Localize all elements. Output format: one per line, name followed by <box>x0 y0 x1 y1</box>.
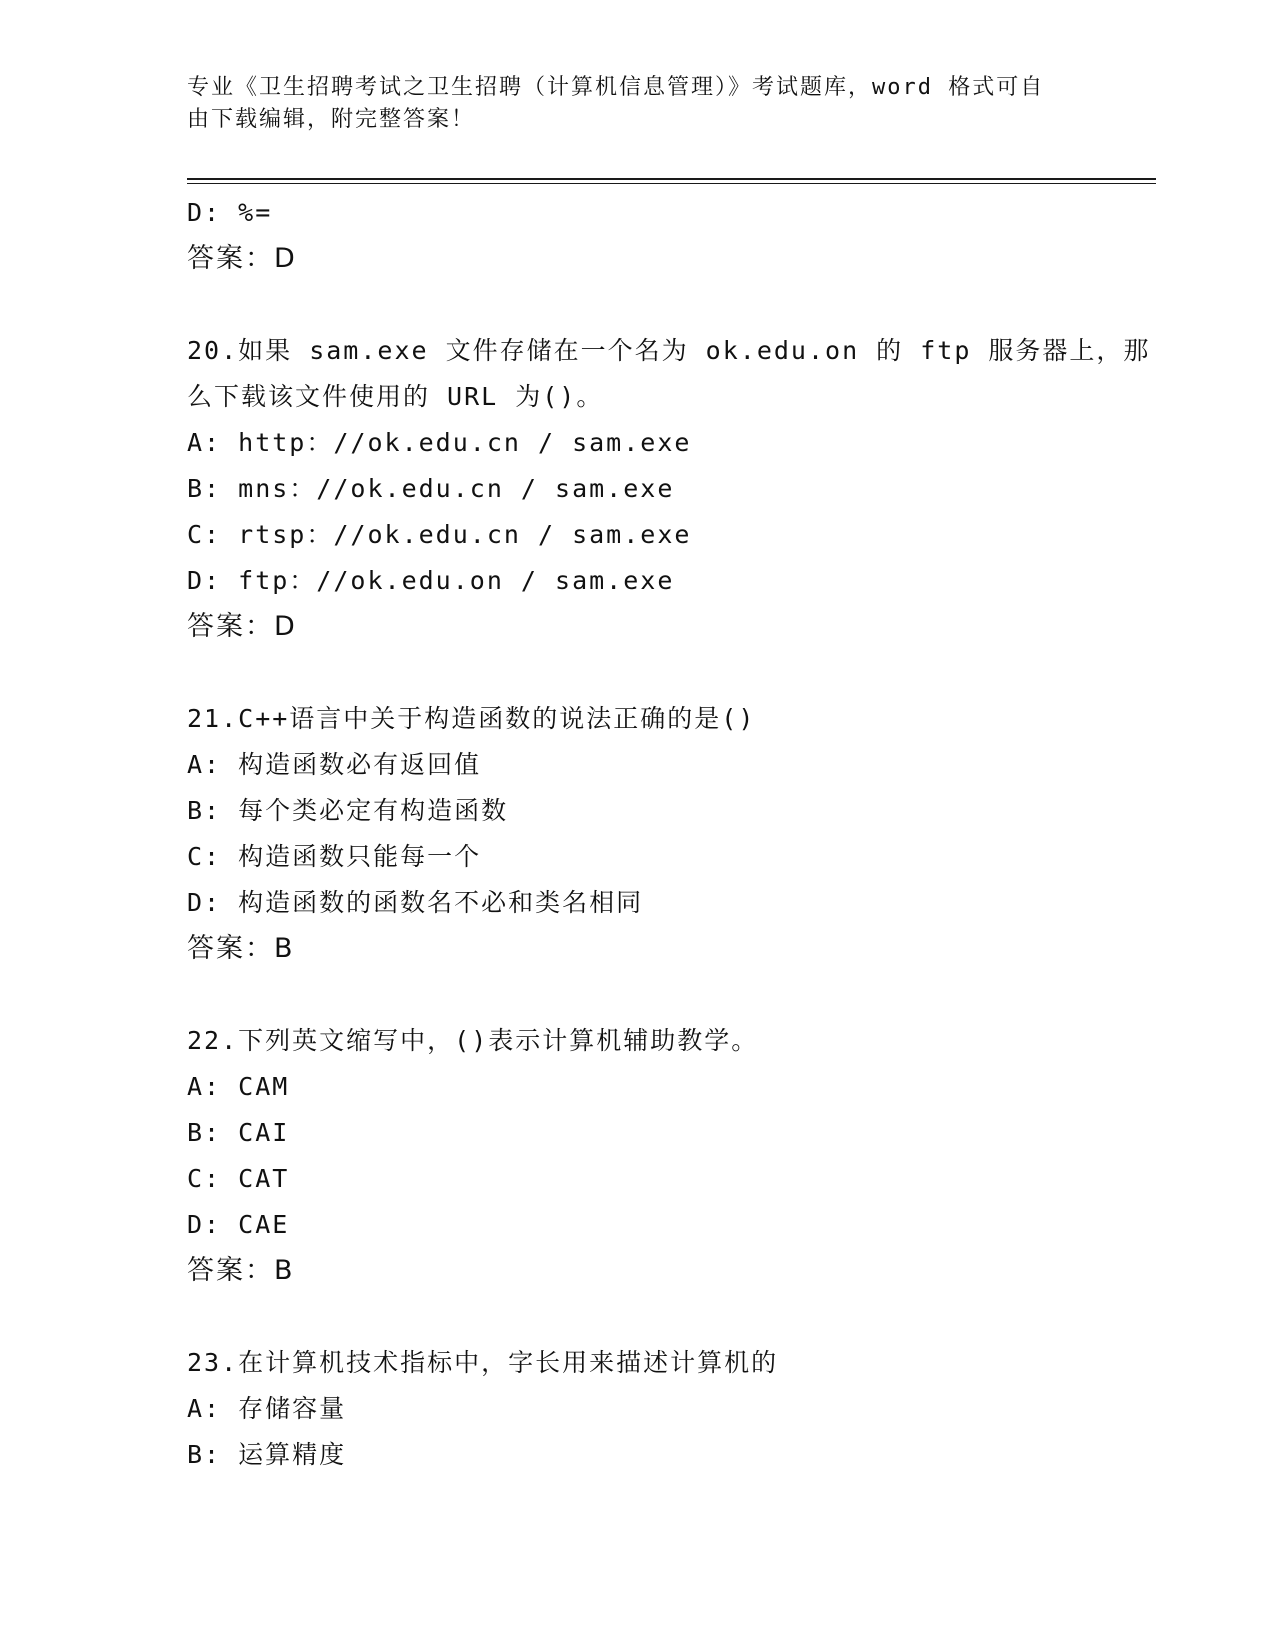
option-d: D: 构造函数的函数名不必和类名相同 <box>187 888 644 917</box>
question-20 <box>187 328 1167 650</box>
question-list <box>187 190 1167 1478</box>
option-c: C: rtsp：//ok.edu.cn / sam.exe <box>187 520 692 549</box>
spacer <box>187 650 1167 696</box>
option-b: B: 运算精度 <box>187 1440 347 1469</box>
question-21 <box>187 696 1167 972</box>
option-a: A: 存储容量 <box>187 1394 347 1423</box>
option-d: D: ftp：//ok.edu.on / sam.exe <box>187 566 675 595</box>
option-b: B: 每个类必定有构造函数 <box>187 796 509 825</box>
option-b: B: CAI <box>187 1118 290 1147</box>
header-line-2: 由下载编辑，附完整答案！ <box>187 107 476 132</box>
question-23 <box>187 1340 1167 1478</box>
answer: 答案：D <box>187 611 297 642</box>
answer: 答案：B <box>187 933 295 964</box>
option-c: C: 构造函数只能每一个 <box>187 842 482 871</box>
spacer <box>187 282 1167 328</box>
option-a: A: http：//ok.edu.cn / sam.exe <box>187 428 692 457</box>
question-stem: 22.下列英文缩写中，()表示计算机辅助教学。 <box>187 1026 759 1055</box>
prev-answer: 答案：D <box>187 243 297 274</box>
option-b: B: mns：//ok.edu.cn / sam.exe <box>187 474 675 503</box>
header-divider-thick <box>187 178 1156 180</box>
option-d: D: CAE <box>187 1210 290 1239</box>
question-stem-continued: 么下载该文件使用的 URL 为()。 <box>187 382 604 411</box>
prev-option-d: D: %= <box>187 198 273 227</box>
header-divider-thin <box>187 183 1156 184</box>
document-header <box>187 72 1087 136</box>
question-22 <box>187 1018 1167 1294</box>
option-a: A: 构造函数必有返回值 <box>187 750 482 779</box>
header-line-1: 专业《卫生招聘考试之卫生招聘（计算机信息管理）》考试题库，word 格式可自 <box>187 75 1045 100</box>
option-a: A: CAM <box>187 1072 290 1101</box>
option-c: C: CAT <box>187 1164 290 1193</box>
spacer <box>187 1294 1167 1340</box>
spacer <box>187 972 1167 1018</box>
question-stem: 23.在计算机技术指标中，字长用来描述计算机的 <box>187 1348 779 1377</box>
question-stem: 20.如果 sam.exe 文件存储在一个名为 ok.edu.on 的 ftp 服务器上，那 <box>187 336 1151 365</box>
question-stem: 21.C++语言中关于构造函数的说法正确的是() <box>187 704 756 733</box>
answer: 答案：B <box>187 1255 295 1286</box>
